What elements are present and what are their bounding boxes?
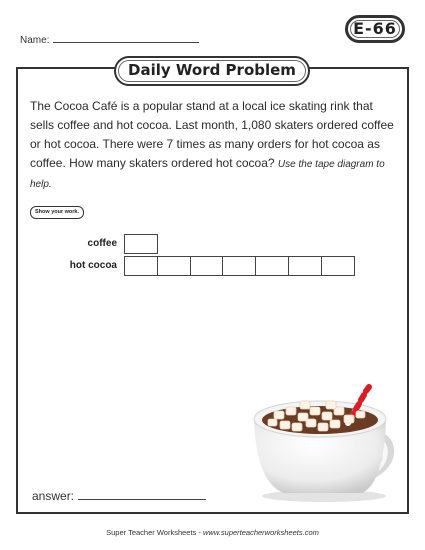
worksheet-title: Daily Word Problem xyxy=(114,56,310,86)
tape-unit-cell xyxy=(222,256,256,276)
footer-site: www.superteacherworksheets.com xyxy=(202,528,319,537)
tape-unit-cell xyxy=(157,256,191,276)
name-field-row xyxy=(20,33,199,46)
show-your-work-badge: Show your work. xyxy=(30,206,84,219)
footer xyxy=(0,528,425,537)
tape-unit-cell xyxy=(288,256,322,276)
worksheet-code-badge: E-66 xyxy=(345,15,405,43)
tape-label-coffee: coffee xyxy=(87,238,117,249)
answer-blank-line[interactable] xyxy=(78,489,206,500)
tape-unit-cell xyxy=(321,256,355,276)
name-blank-line[interactable] xyxy=(53,33,199,43)
tape-unit-cell xyxy=(190,256,224,276)
tape-label-hot-cocoa: hot cocoa xyxy=(69,260,117,271)
footer-brand: Super Teacher Worksheets - xyxy=(106,528,203,537)
problem-text-block xyxy=(30,97,396,194)
name-label: Name: xyxy=(20,35,50,46)
problem-text: The Cocoa Café is a popular stand at a local ice skating rink that sells coffee and hot cocoa. Last month, 1,080 skaters ordered coffee or hot cocoa. There were 7 times as many orders for hot cocoa as coffee. How many skaters ordered hot cocoa? xyxy=(30,99,394,170)
tape-unit-cell xyxy=(124,234,158,254)
tape-unit-cell xyxy=(124,256,158,276)
problem-hint: Use the tape diagram to help. xyxy=(30,159,385,190)
hot-cocoa-mug-illustration xyxy=(244,383,404,503)
tape-unit-cell xyxy=(255,256,289,276)
answer-label: answer: xyxy=(32,489,75,503)
answer-field-row xyxy=(32,489,206,503)
